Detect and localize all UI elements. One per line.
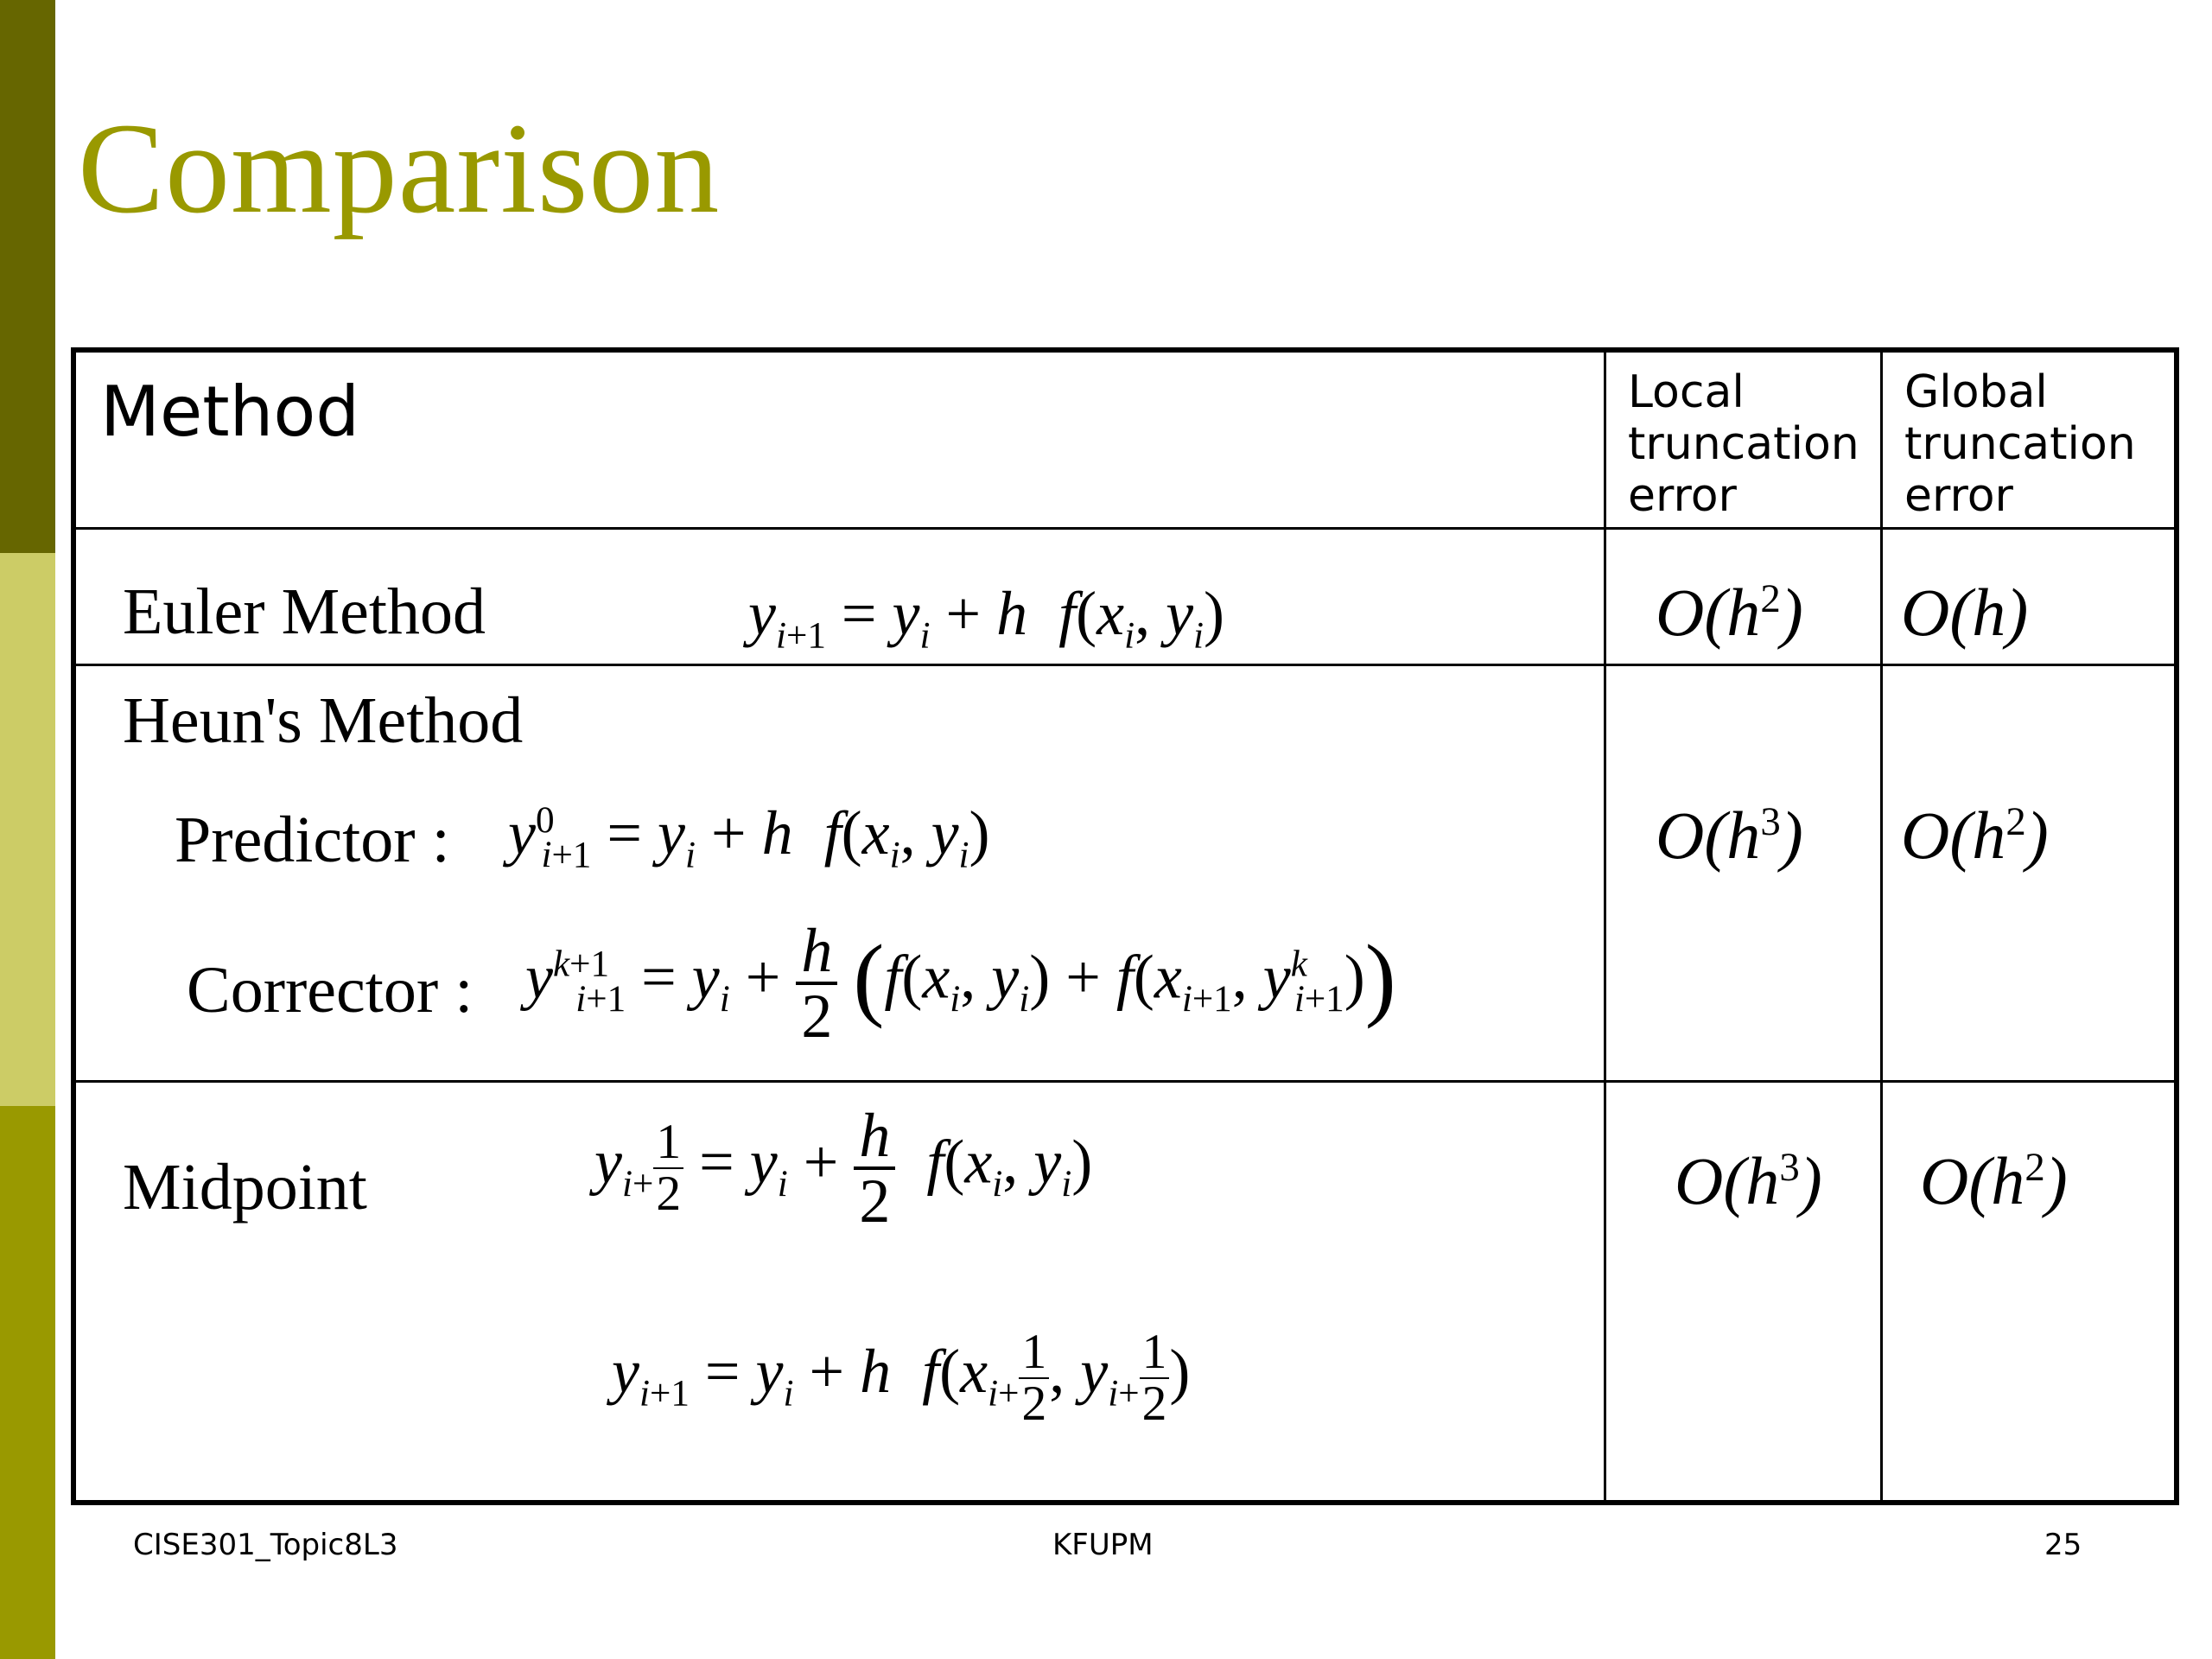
column-divider (1604, 353, 1606, 1500)
sidebar-segment-light (0, 553, 55, 1106)
footer-course-code: CISE301_Topic8L3 (133, 1528, 398, 1562)
predictor-label: Predictor : (175, 804, 450, 876)
equation-predictor: $y^0_{i+1} = y_i + h$ $f(x_i$, $y_i$) (508, 798, 990, 876)
sidebar-segment-dark (0, 0, 55, 553)
local-error-euler: $O(h^2)$ (1656, 575, 1803, 650)
header-local-error: Local truncation error (1628, 366, 1859, 522)
corrector-label: Corrector : (187, 954, 474, 1027)
sidebar (0, 0, 55, 1659)
header-global-error: Global truncation error (1904, 366, 2136, 522)
local-error-midpoint: $O(h^3)$ (1675, 1143, 1822, 1218)
comparison-table (71, 347, 2179, 1505)
method-name-midpoint: Midpoint (123, 1151, 367, 1224)
header-method: Method (100, 372, 360, 452)
column-divider (1880, 353, 1883, 1500)
local-error-heun: $O(h^3)$ (1656, 798, 1803, 873)
row-divider (76, 527, 2174, 530)
method-name-heun: Heun's Method (123, 684, 524, 757)
method-name-euler: Euler Method (123, 575, 486, 648)
global-error-midpoint: $O(h^2)$ (1920, 1143, 2068, 1218)
footer-page-number: 25 (2044, 1528, 2082, 1562)
equation-midpoint-1: $y_{i+}$ $\frac{1}{2}$ = $y_i$ + $\frac{h}{2}$ $f(x_i$, $y_i$) (594, 1101, 1093, 1236)
slide-title: Comparison (78, 97, 721, 240)
footer-institution: KFUPM (1052, 1528, 1154, 1562)
sidebar-segment-olive (0, 1106, 55, 1659)
global-error-heun: $O(h^2)$ (1901, 798, 2049, 873)
row-divider (76, 664, 2174, 666)
equation-euler: $y_{i+1} = y_i + h$ $f(x_i$, $y_i$) (748, 579, 1225, 657)
equation-corrector: $y^{k+1}_{i+1} = y_i$ + $\frac{h}{2}$ ($f(x_i$, $y_i) + f(x_{i+1}$, $y^k_{i+1}$)) (525, 916, 1396, 1051)
global-error-euler: O(h) (1901, 575, 2029, 650)
row-divider (76, 1080, 2174, 1083)
equation-midpoint-2: $y_{i+1} = y_i + h$ $f(x_{i+}$ $\frac{1}{2}$ , $y_{i+}$ $\frac{1}{2}$ ) (612, 1325, 1191, 1431)
